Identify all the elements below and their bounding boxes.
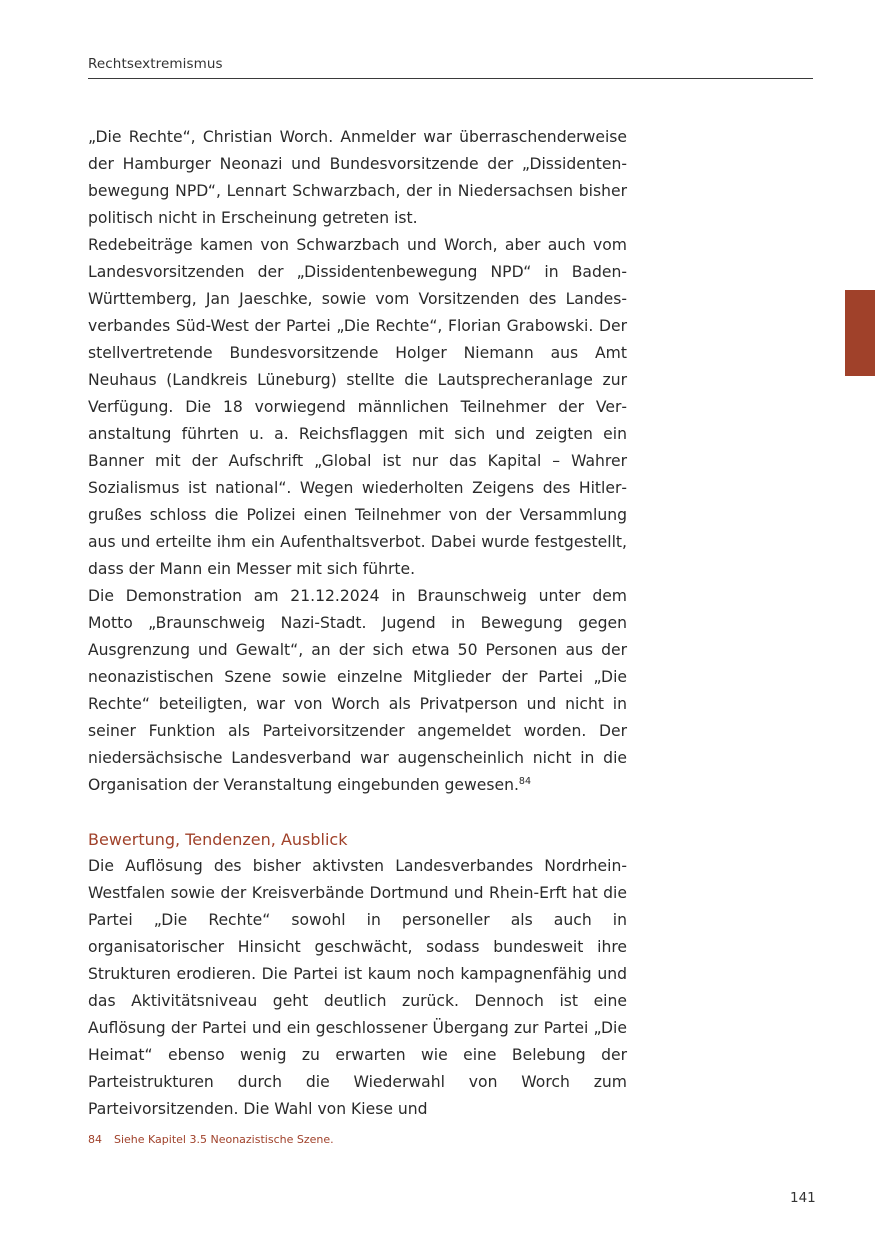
footnote (88, 1133, 334, 1146)
footnote-text: Siehe Kapitel 3.5 Neonazistische Szene. (114, 1133, 334, 1146)
paragraph-1: „Die Rechte“, Christian Worch. Anmelder war überraschenderweise der Hamburger Neonazi und Bundesvorsitzende der „Dissidentenbewegung NPD“, Lennart Schwarzbach, der in Niedersachsen bisher politisch nicht in Erscheinung getreten ist. (88, 128, 627, 227)
main-text (88, 124, 627, 1123)
section-heading: Bewertung, Tendenzen, Ausblick (88, 830, 348, 849)
paragraph-4: Die Auflösung des bisher aktivsten Landesverbandes Nordrhein-Westfalen sowie der Kreisverbände Dortmund und Rhein-Erft hat die Partei „Die Rechte“ sowohl in personeller als auch in organisatorischer Hinsicht geschwächt, sodass bundesweit ihre Strukturen erodieren. Die Partei ist kaum noch kampagnenfähig und das Aktivitätsniveau geht deutlich zurück. Dennoch ist eine Auflösung der Partei und ein geschlossener Übergang zur Partei „Die Heimat“ ebenso wenig zu erwarten wie eine Belebung der Parteistrukturen durch die Wiederwahl von Worch zum Parteivorsitzenden. Die Wahl von Kiese und (88, 857, 627, 1118)
paragraph-3 (88, 583, 627, 799)
footnote-reference[interactable]: 84 (518, 776, 531, 787)
header-rule (88, 78, 813, 79)
page-number: 141 (790, 1190, 816, 1206)
chapter-tab-marker (845, 290, 875, 376)
running-header: Rechtsextremismus (88, 56, 223, 72)
paragraph-3-text: Die Demonstration am 21.12.2024 in Braunschweig unter dem Motto „Braunschweig Nazi-Stadt. Jugend in Bewegung gegen Ausgrenzung und Gewalt“, an der sich etwa 50 Personen aus der neonazistischen Szene sowie einzelne Mitglieder der Partei „Die Rechte“ beteiligten, war von Worch als Privatperson und nicht in seiner Funktion als Parteivorsitzender angemeldet worden. Der niedersächsische Landesverband war augenscheinlich nicht in die Organisation der Veranstaltung eingebunden gewesen. (88, 587, 627, 794)
paragraph-2: Redebeiträge kamen von Schwarzbach und Worch, aber auch vom Landesvorsitzenden der „Dissidentenbewegung NPD“ in Baden-Württemberg, Jan Jaeschke, sowie vom Vorsitzenden des Landesverbandes Süd-West der Partei „Die Rechte“, Florian Grabowski. Der stellvertretende Bundesvorsitzende Holger Niemann aus Amt Neuhaus (Landkreis Lüneburg) stellte die Lautsprecheranlage zur Verfügung. Die 18 vorwiegend männlichen Teilnehmer der Veranstaltung führten u. a. Reichsflaggen mit sich und zeigten ein Banner mit der Aufschrift „Global ist nur das Kapital – Wahrer Sozialismus ist national“. Wegen wiederholten Zeigens des Hitlergrußes schloss die Polizei einen Teilnehmer von der Versammlung aus und erteilte ihm ein Aufenthaltsverbot. Dabei wurde festgestellt, dass der Mann ein Messer mit sich führte. (88, 236, 627, 578)
footnote-number: 84 (88, 1133, 102, 1146)
